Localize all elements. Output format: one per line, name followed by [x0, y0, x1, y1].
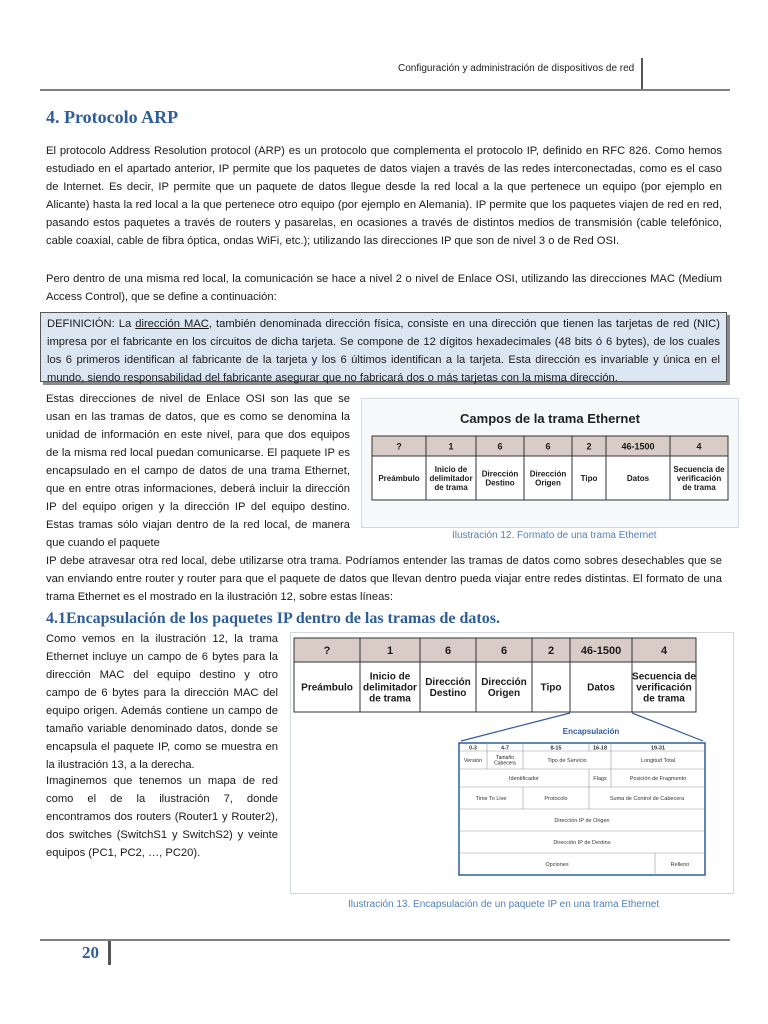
ip-bit-label: 4-7 — [501, 745, 509, 752]
paragraph-frames: IP debe atravesar otra red local, debe utilizarse otra trama. Podríamos entender las tramas de datos como sobres desechables que se van enviando entre router y router para que el paquete de datos que llevan dentro pueda viajar entre redes distintas. El formato de una trama Ethernet es el mostrado en la ilustración 12, sobre estas líneas: — [46, 555, 722, 603]
frame-size-label: 2 — [586, 441, 592, 452]
paragraph-local-network: Pero dentro de una misma red local, la comunicación se hace a nivel 2 o nivel de Enlace OSI, utilizando las direcciones MAC (Medium Access Control), que se define a continuación: — [46, 273, 722, 303]
frame-field-label: Dirección Origen — [529, 469, 567, 488]
frame-field-label: Secuencia de verificación de trama — [673, 464, 725, 492]
figure-12-caption: Ilustración 12. Formato de una trama Ethernet — [452, 530, 657, 541]
frame-size-label: 1 — [386, 645, 394, 658]
frame-field-label: Datos — [626, 473, 650, 483]
running-header: Configuración y administración de dispositivos de red — [398, 63, 635, 74]
ip-field-label: Tipo de Servicio — [547, 758, 587, 764]
frame-field-label: Dirección Origen — [481, 676, 527, 700]
frame-field-label: Datos — [587, 682, 615, 694]
mac-address-link[interactable]: dirección MAC — [135, 318, 209, 330]
header-rule — [40, 89, 730, 91]
ip-encapsulation-diagram — [291, 633, 733, 893]
footer-divider-tick — [108, 941, 111, 965]
frame-field-label: Tipo — [540, 682, 562, 694]
ip-field-label: Dirección IP de Origen — [554, 818, 610, 824]
section-title: 4. Protocolo ARP — [46, 107, 179, 127]
frame-size-label: ? — [323, 645, 331, 658]
figure-ip-encapsulation — [290, 632, 734, 894]
frame-field-label: Tipo — [580, 473, 598, 483]
ip-bit-label: 16-18 — [592, 745, 608, 752]
header-divider-tick — [641, 58, 643, 90]
ip-field-label: Versión — [463, 758, 483, 764]
page-number: 20 — [82, 943, 99, 962]
definition-prefix: DEFINICIÓN: La — [47, 318, 136, 330]
ip-field-label: Tamaño Cabecera — [494, 754, 516, 767]
frame-field-label: Dirección Destino — [425, 676, 471, 700]
figure-13-caption: Ilustración 13. Encapsulación de un paquete IP en una trama Ethernet — [348, 899, 660, 910]
ip-bit-label: 8-15 — [550, 745, 562, 752]
encapsulation-line-right — [632, 713, 703, 741]
ip-field-label: Posición de Fragmento — [629, 776, 687, 782]
footer-rule — [40, 939, 730, 941]
paragraph-link-layer: Estas direcciones de nivel de Enlace OSI son las que se usan en las tramas de datos, que es como se denomina la unidad de información en este nivel, para que dos equipos de la misma red local puedan comunicarse. El paquete IP es encapsulado en el campo de datos de una trama Ethernet, que en entre otras informaciones, deberá incluir la dirección IP del equipo origen y la dirección IP del equipo destino. Estas tramas sólo viajan dentro de la red local, de manera que cuando el paquete — [46, 393, 350, 549]
subsection-title: 4.1Encapsulación de los paquetes IP dentro de las tramas de datos. — [46, 610, 500, 627]
ip-field-label: Longitud Total — [640, 758, 676, 764]
frame-size-label: 6 — [545, 441, 551, 452]
frame-field-label: Dirección Destino — [481, 469, 519, 488]
definition-text — [47, 315, 720, 387]
frame-size-label: 6 — [500, 645, 508, 658]
frame-field-label: Secuencia de verificación de trama — [632, 671, 696, 705]
frame-size-label: 2 — [547, 645, 555, 658]
paragraph-frame-fields: Como vemos en la ilustración 12, la trama Ethernet incluye un campo de 6 bytes para la dirección MAC del equipo destino y otro campo de 6 bytes para la dirección MAC del equipo origen. Además contiene un campo de tamaño variable denominado datos, donde se encapsula el paquete IP, como se muestra en la ilustración 13, a la derecha. — [46, 633, 278, 771]
ip-field-label: Protocolo — [544, 796, 568, 802]
frame-size-label: 4 — [660, 645, 668, 658]
ip-field-label: Relleno — [670, 862, 690, 868]
frame-size-label: 46-1500 — [580, 645, 622, 658]
figure-ethernet-frame-title: Campos de la trama Ethernet — [460, 411, 640, 426]
ip-field-label: Dirección IP de Destino — [553, 840, 611, 846]
ip-bit-label: 19-31 — [650, 745, 666, 752]
frame-field-label: Inicio de delimitador de trama — [363, 671, 417, 705]
encapsulation-line-left — [461, 713, 570, 741]
frame-field-label: Preámbulo — [378, 473, 420, 483]
frame-size-label: 6 — [497, 441, 503, 452]
ethernet-frame-table — [362, 399, 738, 527]
ip-bit-label: 0-3 — [469, 745, 477, 752]
definition-body: , también denominada dirección física, consiste en una dirección que tienen las tarjetas de red (NIC) impresa por el fabricante en los circuitos de dicha tarjeta. Se compone de 12 dígitos hexadecimales (48 bits ó 6 bytes), de los cuales los 6 primeros identifican al fabricante de la tarjeta y los 6 últimos identifican a la tarjeta. Esta dirección es invariable y única en el mundo, siendo responsabilidad del fabricante asegurar que no fabricará dos o más tarjetas con la misma dirección. — [47, 318, 720, 384]
ip-field-label: Suma de Control de Cabecera — [609, 796, 685, 802]
frame-size-label: 6 — [444, 645, 452, 658]
ip-field-label: Identificador — [509, 776, 539, 782]
ip-field-label: Flags — [593, 776, 607, 782]
paragraph-arp-intro: El protocolo Address Resolution protocol (ARP) es un protocolo que complementa el protocolo IP, definido en RFC 826. Como hemos estudiado en el apartado anterior, IP permite que los paquetes de datos viajen a través de las redes interconectadas, como es el caso de Internet. Es decir, IP permite que un paquete de datos llegue desde la red local a la que pertenece un equipo (por ejemplo en Alicante) hasta la red local a la que pertenece otro equipo (por ejemplo en Alemania). IP permite que los paquetes viajen de red en red, pasando estos paquetes a través de routers y pasarelas, en ocasiones a través de distintos medios de transmisión (cable telefónico, cable coaxial, cable de fibra óptica, ondas WiFi, etc.); utilizando las direcciones IP que son de nivel 3 o de Red OSI. — [46, 145, 722, 247]
frame-size-label: 4 — [696, 441, 702, 452]
frame-field-label: Preámbulo — [301, 682, 353, 694]
ip-field-label: Time To Live — [475, 796, 507, 802]
definition-box — [40, 312, 727, 382]
frame-size-label: 46-1500 — [621, 441, 655, 452]
frame-size-label: ? — [396, 441, 402, 452]
ip-field-label: Opciones — [545, 862, 569, 868]
frame-size-row — [294, 638, 696, 662]
frame-size-label: 1 — [448, 441, 454, 452]
figure-ethernet-frame — [361, 398, 739, 528]
frame-field-label: Inicio de delimitador de trama — [429, 464, 473, 492]
paragraph-network-map: Imaginemos que tenemos un mapa de red como el de la ilustración 7, donde encontramos dos routers (Router1 y Router2), dos switches (SwitchS1 y SwitchS2) y veinte equipos (PC1, PC2, …, PC20). — [46, 775, 278, 859]
encapsulation-label: Encapsulación — [562, 727, 620, 736]
